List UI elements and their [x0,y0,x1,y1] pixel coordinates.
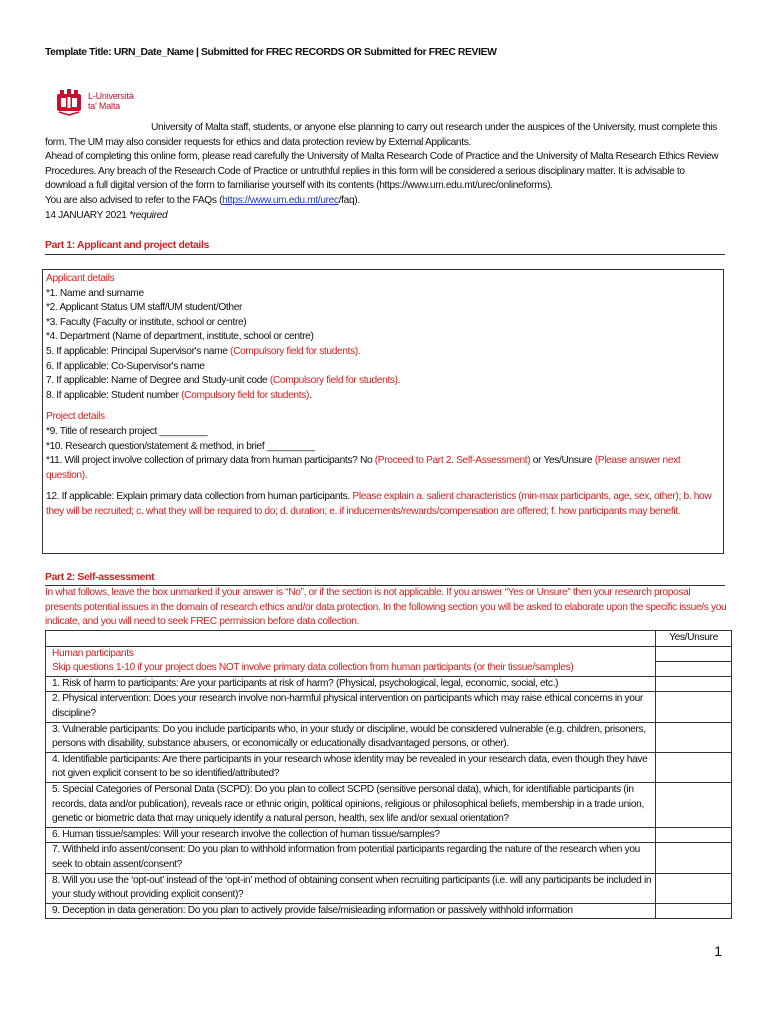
answer-checkbox-4[interactable] [656,752,732,782]
question-cell: 5. Special Categories of Personal Data (SCPD): Do you plan to collect SCPD (sensitive personal data), which, for identifiable participants (in records, data and/or publication), reveals race or ethnic origin, political opinions, religious or philosophical beliefs, membership in a trade union, genetic or biometric data that may uniquely identify a natural person, health, sex life and/or sexual orientation? [46,782,656,827]
table-row [46,752,732,782]
question-1: *1. Name and surname [46,287,144,299]
spacer [46,483,721,490]
faq-text-after: /faq). [338,194,360,206]
question-12-text: 12. If applicable: Explain primary data collection from human participants. [46,491,353,503]
project-details-heading: Project details [46,411,105,423]
table-row [46,676,732,692]
question-cell: 2. Physical intervention: Does your research involve non-harmful physical intervention on participants which may raise ethical concerns in your discipline? [46,692,656,722]
answer-checkbox-3[interactable] [656,722,732,752]
table-row [46,692,732,722]
question-3: *3. Faculty (Faculty or institute, school or centre) [46,316,247,328]
question-cell: 9. Deception in data generation: Do you plan to actively provide false/misleading information or passively withhold information [46,903,656,919]
date-line [45,209,725,224]
question-12-note: Please explain a. salient characteristics (min-max participants, age, sex, other); b. how they will be recruited; c. what they will be required to do; d. duration; e. if inducements/rewards/compensation are offered; f. how participants may benefit. [46,491,712,517]
table-row [46,873,732,903]
question-11-no-note: (Proceed to Part 2. Self-Assessment) [374,455,531,467]
question-10: *10. Research question/statement & method, in brief _________ [46,440,315,452]
intro-paragraph-2: Ahead of completing this online form, please read carefully the University of Malta Research Code of Practice and the University of Malta Research Ethics Review Procedures. Any breach of the Research Code of Practice or untruthful replies in this form will be considered a serious disciplinary matter. It is advisable to download a full digital version of the form to familiarise yourself with its contents (https://www.um.edu.mt/urec/onlineforms). [45,151,719,192]
question-4: *4. Department (Name of department, institute, school or centre) [46,331,314,343]
yes-unsure-header: Yes/Unsure [656,631,732,647]
table-row [46,722,732,752]
self-assessment-note: In what follows, leave the box unmarked if your answer is “No”, or if the section is not applicable. If you answer “Yes or Unsure” then your research proposal presents potential issues in the domain of research ethics and/or data protection. In the following section you will be asked to elaborate upon the specific issue/s you indicate, and you will need to seek FREC permission before data collection. [45,587,727,628]
answer-checkbox-6[interactable] [656,827,732,843]
university-crest-icon [56,88,82,116]
question-8 [46,389,721,404]
faq-text-before: You are also advised to refer to the FAQs ( [45,194,223,206]
question-5 [46,345,721,360]
question-11-text: *11. Will project involve collection of primary data from human participants? No [46,455,375,467]
question-cell: 6. Human tissue/samples: Will your research involve the collection of human tissue/samples? [46,827,656,843]
question-6: 6. If applicable: Co-Supervisor's name [46,360,205,372]
question-8-note: (Compulsory field for students). [181,389,312,401]
self-assessment-table [45,630,732,919]
question-7-note: (Compulsory field for students). [269,375,401,387]
question-2: *2. Applicant Status UM staff/UM student/Other [46,302,243,314]
intro-paragraph-1: University of Malta staff, students, or anyone else planning to carry out research under the auspices of the University, must complete this form. The UM may also consider requests for ethics and data protection review by External Applicants. [45,122,717,148]
skip-note: Skip questions 1-10 if your project does NOT involve primary data collection from human participants (or their tissue/samples) [46,661,656,676]
part1-divider [45,254,725,255]
answer-checkbox-1[interactable] [656,676,732,692]
question-cell: 1. Risk of harm to participants: Are your participants at risk of harm? (Physical, psychological, legal, economic, social, etc.) [46,676,656,692]
logo-line-2: ta' Malta [88,101,120,111]
human-participants-heading: Human participants [46,646,656,661]
required-note: *required [129,209,168,221]
spacer [46,403,721,410]
question-cell: 4. Identifiable participants: Are there participants in your research whose identity may be revealed in your research data, even though they have not given explicit consent to be so identified/attributed? [46,752,656,782]
part1-box [42,269,724,554]
answer-checkbox-2[interactable] [656,692,732,722]
question-7-text: 7. If applicable: Name of Degree and Study-unit code [46,375,270,387]
table-row [46,782,732,827]
question-cell: 7. Withheld info assent/consent: Do you plan to withhold information from potential participants regarding the nature of the research when you seek to obtain assent/consent? [46,843,656,873]
question-8-text: 8. If applicable: Student number [46,389,182,401]
question-5-text: 5. If applicable: Principal Supervisor's name [46,345,231,357]
university-logo [56,88,156,116]
answer-cell[interactable] [656,661,732,676]
page-number: 1 [714,943,722,959]
part2-title: Part 2: Self-assessment [45,572,155,583]
question-12 [46,490,721,519]
table-header-row [46,631,732,647]
form-date: 14 JANUARY 2021 [45,209,130,221]
intro-text [45,121,725,223]
answer-checkbox-9[interactable] [656,903,732,919]
question-5-note: (Compulsory field for students). [230,345,361,357]
logo-wordmark [88,91,134,111]
template-title: Template Title: URN_Date_Name | Submitted for FREC RECORDS OR Submitted for FREC REVIEW [45,47,497,58]
answer-checkbox-7[interactable] [656,843,732,873]
answer-checkbox-8[interactable] [656,873,732,903]
faq-link[interactable]: https://www.um.edu.mt/urec [222,194,339,206]
group-heading-row [46,646,732,661]
question-11-yes-note: (Please answer next question). [46,455,681,481]
table-row [46,827,732,843]
table-row [46,903,732,919]
intro-paragraph-3 [45,194,725,209]
logo-line-1: L-Università [88,91,134,101]
answer-cell[interactable] [656,646,732,661]
question-7 [46,374,721,389]
skip-note-row [46,661,732,676]
table-header-blank [46,631,656,647]
table-row [46,843,732,873]
question-11 [46,454,721,483]
question-11-yes: or Yes/Unsure [530,455,595,467]
question-cell: 3. Vulnerable participants: Do you include participants who, in your study or discipline, would be considered vulnerable (e.g. children, prisoners, persons with disability, substance abusers, or economically or educationally disadvantaged persons, or other). [46,722,656,752]
part1-title: Part 1: Applicant and project details [45,240,209,251]
answer-checkbox-5[interactable] [656,782,732,827]
question-9: *9. Title of research project _________ [46,425,208,437]
applicant-details-heading: Applicant details [46,273,115,284]
question-cell: 8. Will you use the ‘opt-out’ instead of the ‘opt-in’ method of obtaining consent when recruiting participants (i.e. will any participants be included in your study without providing explicit consent)? [46,873,656,903]
